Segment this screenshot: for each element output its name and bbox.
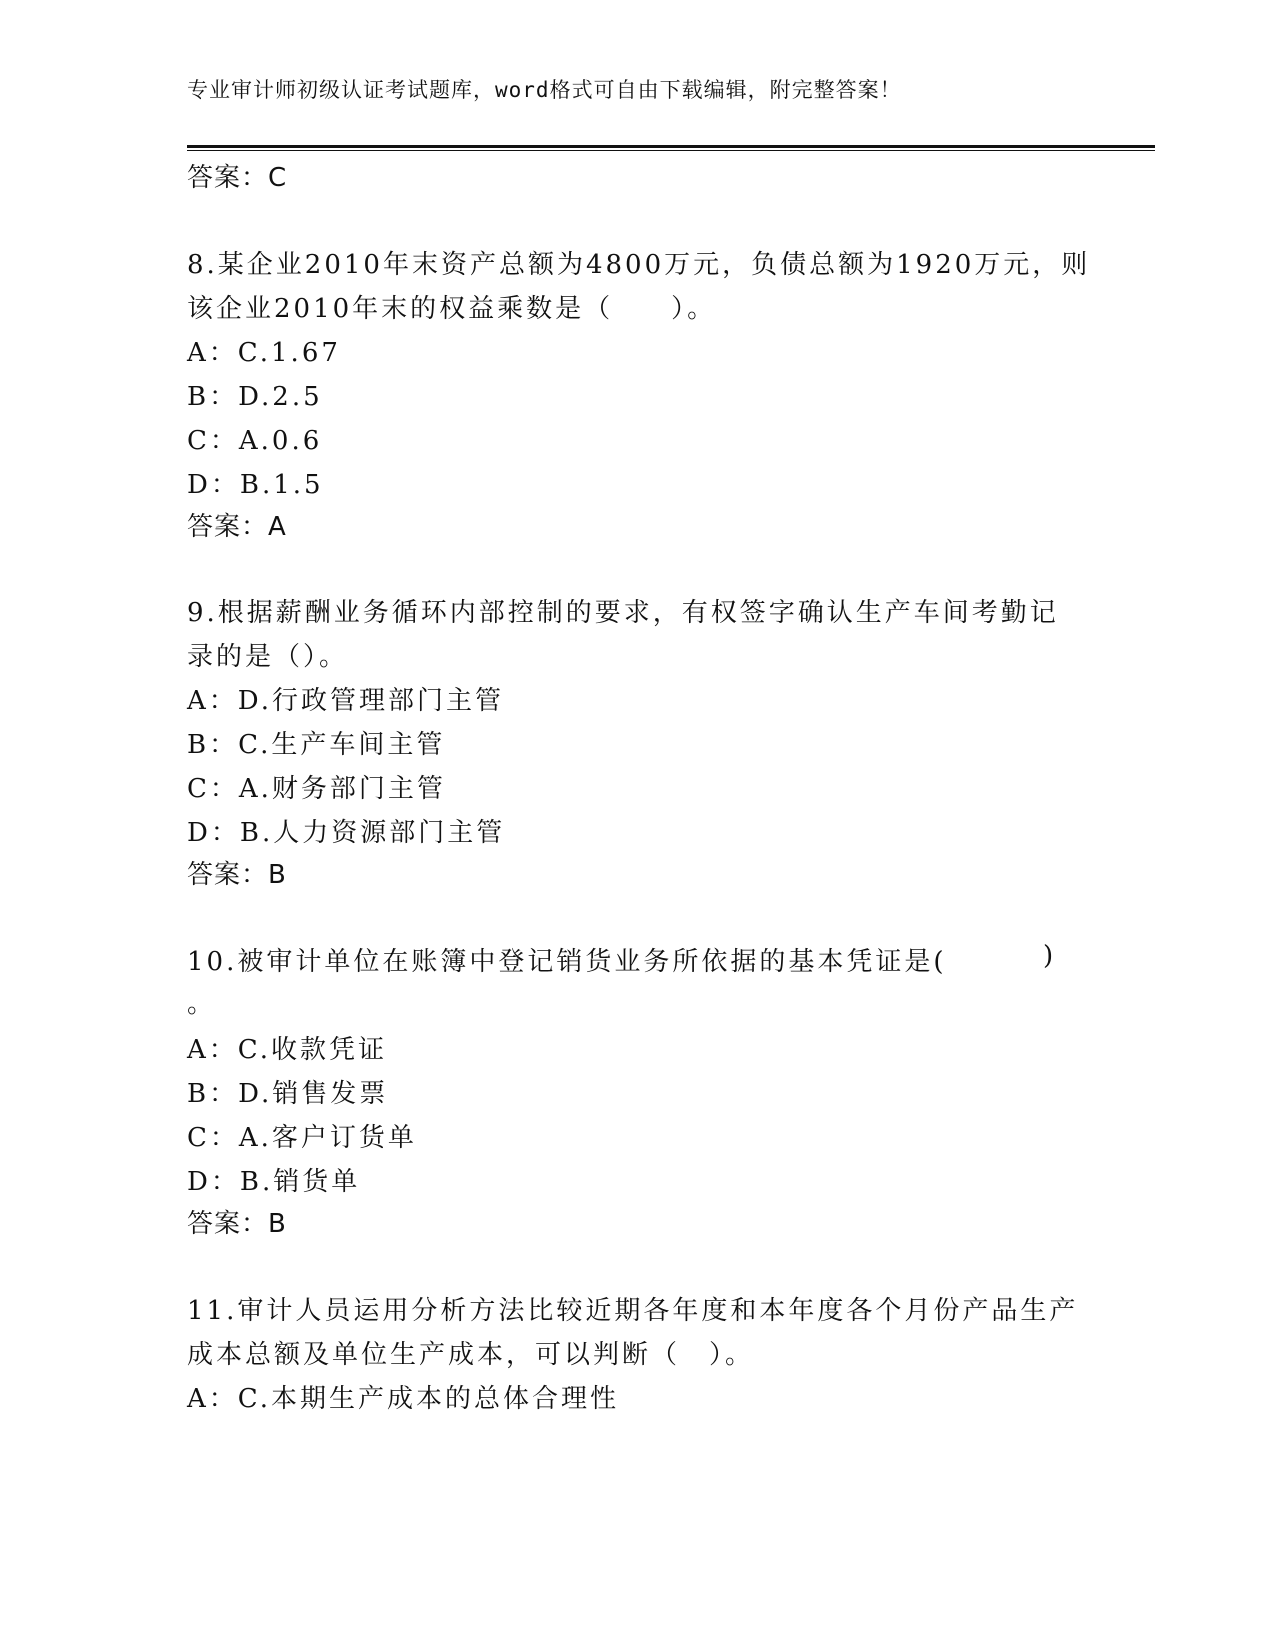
q8-stem-line-2: 该企业2010年末的权益乘数是（ ）。 [187, 294, 717, 324]
q10-answer: 答案：B [187, 1209, 287, 1239]
q9-option-c: C：A.财务部门主管 [187, 774, 446, 804]
page-header: 专业审计师初级认证考试题库，word格式可自由下载编辑，附完整答案！ [187, 78, 902, 102]
q10-option-a: A：C.收款凭证 [187, 1035, 388, 1065]
q11-option-a: A：C.本期生产成本的总体合理性 [187, 1384, 620, 1414]
q10-option-d: D：B.销货单 [187, 1167, 361, 1197]
header-rule-thin [187, 150, 1155, 151]
q9-answer: 答案：B [187, 860, 287, 890]
q8-option-d: D：B.1.5 [187, 470, 324, 500]
q8-option-a: A：C.1.67 [187, 338, 341, 368]
q9-option-d: D：B.人力资源部门主管 [187, 818, 506, 848]
q11-stem-line-2: 成本总额及单位生产成本，可以判断（ ）。 [187, 1340, 755, 1370]
q10-option-b: B：D.销售发票 [187, 1079, 389, 1109]
q10-stem-close-paren: ) [1043, 941, 1054, 971]
q10-stem-line-1: 10.被审计单位在账簿中登记销货业务所依据的基本凭证是( [187, 947, 947, 977]
q10-stem-line-2: 。 [187, 989, 217, 1019]
q10-option-c: C：A.客户订货单 [187, 1123, 417, 1153]
q11-stem-line-1: 11.审计人员运用分析方法比较近期各年度和本年度各个月份产品生产 [187, 1296, 1079, 1326]
header-rule [187, 145, 1155, 148]
q9-stem-line-2: 录的是（）。 [187, 642, 349, 672]
q8-answer: 答案：A [187, 512, 287, 542]
q9-option-b: B：C.生产车间主管 [187, 730, 446, 760]
q8-option-c: C：A.0.6 [187, 426, 323, 456]
q8-stem-line-1: 8.某企业2010年末资产总额为4800万元，负债总额为1920万元，则 [187, 250, 1091, 280]
q8-option-b: B：D.2.5 [187, 382, 323, 412]
q9-stem-line-1: 9.根据薪酬业务循环内部控制的要求，有权签字确认生产车间考勤记 [187, 598, 1059, 628]
q9-option-a: A：D.行政管理部门主管 [187, 686, 504, 716]
answer-prev: 答案：C [187, 163, 288, 193]
